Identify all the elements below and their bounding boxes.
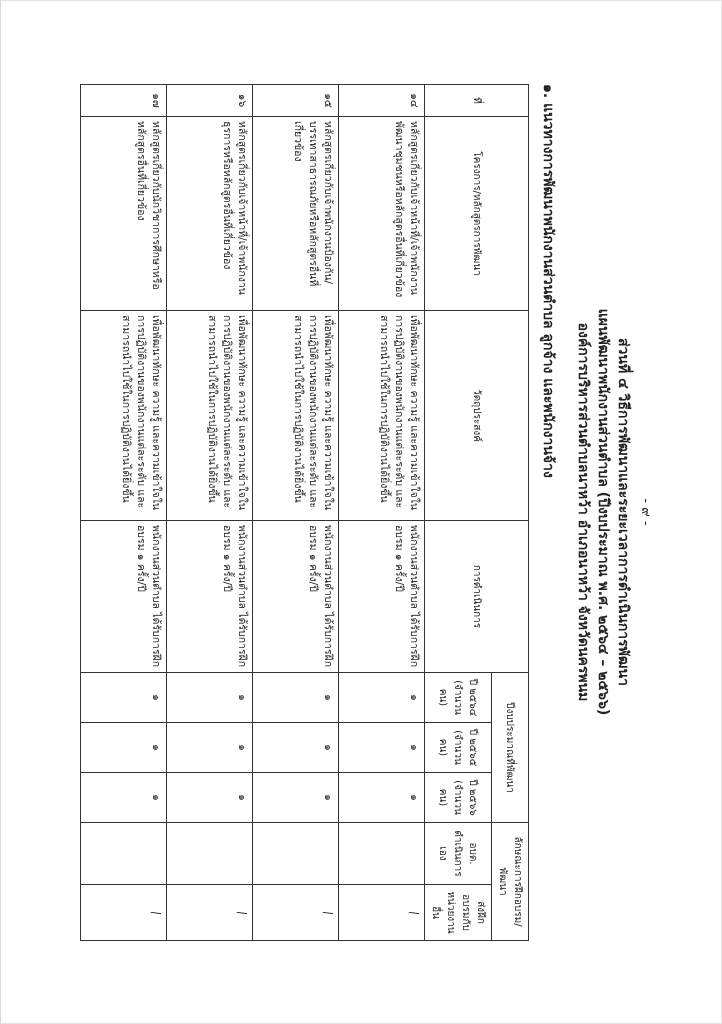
row-objective: เพื่อพัฒนาทักษะ ความรู้ และความเข้าใจในการปฏิบัติงานของพนักงานแต่ละระดับ และสามารถนำไปใช้ในการปฏิบัติงานได้ยิ่งขึ้น — [81, 311, 167, 521]
row-project: หลักสูตรเกี่ยวกับนักวิชาการศึกษาหรือหลักสูตรอื่นที่เกี่ยวข้อง — [81, 117, 167, 311]
table-header-row — [492, 85, 529, 941]
row-objective: เพื่อพัฒนาทักษะ ความรู้ และความเข้าใจในการปฏิบัติงานของพนักงานแต่ละระดับ และสามารถนำไปใช้ในการปฏิบัติงานได้ยิ่งขึ้น — [167, 311, 253, 521]
row-year-2: ๑ — [81, 723, 167, 773]
title-line-3: องค์การบริหารส่วนตำบลนาหว้า อำเภอนาหว้า จังหวัดนครพนม — [575, 322, 591, 702]
row-local — [81, 885, 167, 941]
development-plan-table — [80, 84, 529, 941]
row-year-1: ๑ — [339, 673, 425, 723]
header-objective: วัตถุประสงค์ — [425, 311, 529, 521]
page-number: - ๙ - — [638, 498, 653, 526]
tick-mark: / — [406, 909, 422, 916]
table-row — [253, 85, 339, 941]
row-project: หลักสูตรเกี่ยวกับเจ้าหน้าที่/เจ้าพนักงานพัฒนาชุมชนหรือหลักสูตรอื่นที่เกี่ยวข้อง — [339, 117, 425, 311]
row-local — [253, 885, 339, 941]
row-year-1: ๑ — [167, 673, 253, 723]
row-project: หลักสูตรเกี่ยวกับเจ้าหน้าที่/เจ้าพนักงานธุรการหรือหลักสูตรอื่นที่เกี่ยวข้อง — [167, 117, 253, 311]
header-dept: อบต. ดำเนินการเอง — [425, 823, 492, 885]
row-objective: เพื่อพัฒนาทักษะ ความรู้ และความเข้าใจในการปฏิบัติงานของพนักงานแต่ละระดับ และสามารถนำไปใช้ในการปฏิบัติงานได้ยิ่งขึ้น — [339, 311, 425, 521]
tick-mark: / — [148, 909, 164, 916]
row-method: พนักงานส่วนตำบล ได้รับการฝึกอบรม ๑ ครั้ง/ปี — [253, 521, 339, 673]
row-year-3: ๑ — [81, 773, 167, 823]
row-year-2: ๑ — [339, 723, 425, 773]
row-dept — [253, 823, 339, 885]
row-objective: เพื่อพัฒนาทักษะ ความรู้ และความเข้าใจในการปฏิบัติงานของพนักงานแต่ละระดับ และสามารถนำไปใช้ในการปฏิบัติงานได้ยิ่งขึ้น — [253, 311, 339, 521]
section-heading: ๑. แนวทางการพัฒนาพนักงานส่วนตำบล ลูกจ้าง และพนักงานจ้าง — [540, 84, 556, 478]
row-dept — [81, 823, 167, 885]
row-no: ๑๗ — [81, 85, 167, 117]
row-local — [339, 885, 425, 941]
row-year-1: ๑ — [81, 673, 167, 723]
row-year-3: ๑ — [339, 773, 425, 823]
header-year-1: ปี ๒๕๖๔ (จำนวน คน) — [425, 673, 492, 723]
title-line-2: แผนพัฒนาพนักงานส่วนตำบล (ปีงบประมาณ พ.ศ. ๒๕๖๔ – ๒๕๖๖) — [595, 308, 611, 716]
header-year-2: ปี ๒๕๖๕ (จำนวน คน) — [425, 723, 492, 773]
row-project: หลักสูตรเกี่ยวกับเจ้าพนักงานป้องกัน/บรรเทาสาธารณภัยหรือหลักสูตรอื่นที่เกี่ยวข้อง — [253, 117, 339, 311]
tick-mark: / — [320, 909, 336, 916]
row-dept — [167, 823, 253, 885]
row-year-3: ๑ — [167, 773, 253, 823]
row-method: พนักงานส่วนตำบล ได้รับการฝึกอบรม ๑ ครั้ง/ปี — [167, 521, 253, 673]
row-no: ๑๕ — [253, 85, 339, 117]
rotated-content — [61, 72, 661, 952]
header-type-group: ลักษณะการฝึกอบรม/พัฒนา — [492, 823, 529, 941]
row-year-1: ๑ — [253, 673, 339, 723]
row-year-3: ๑ — [253, 773, 339, 823]
header-project: โครงการ/หลักสูตรการพัฒนา — [425, 117, 529, 311]
table-row — [339, 85, 425, 941]
title-block — [573, 192, 633, 832]
table-row — [167, 85, 253, 941]
row-method: พนักงานส่วนตำบล ได้รับการฝึกอบรม ๑ ครั้ง/ปี — [339, 521, 425, 673]
row-no: ๑๔ — [339, 85, 425, 117]
row-year-2: ๑ — [253, 723, 339, 773]
header-local: ส่งฝึกอบรมกับ หน่วยงานอื่น — [425, 885, 492, 941]
row-method: พนักงานส่วนตำบล ได้รับการฝึกอบรม ๑ ครั้ง/ปี — [81, 521, 167, 673]
scan-edge — [0, 0, 1, 1024]
row-no: ๑๖ — [167, 85, 253, 117]
tick-mark: / — [234, 909, 250, 916]
table-row — [81, 85, 167, 941]
row-dept — [339, 823, 425, 885]
header-years-group: ปีงบประมาณที่พัฒนา — [492, 673, 529, 823]
row-year-2: ๑ — [167, 723, 253, 773]
title-line-1: ส่วนที่ ๔ วิธีการพัฒนาและระยะเวลาการดำเนินการพัฒนา — [615, 338, 631, 686]
header-method: การดำเนินการ — [425, 521, 529, 673]
header-no: ที่ — [425, 85, 529, 117]
header-year-3: ปี ๒๕๖๖ (จำนวน คน) — [425, 773, 492, 823]
row-local — [167, 885, 253, 941]
